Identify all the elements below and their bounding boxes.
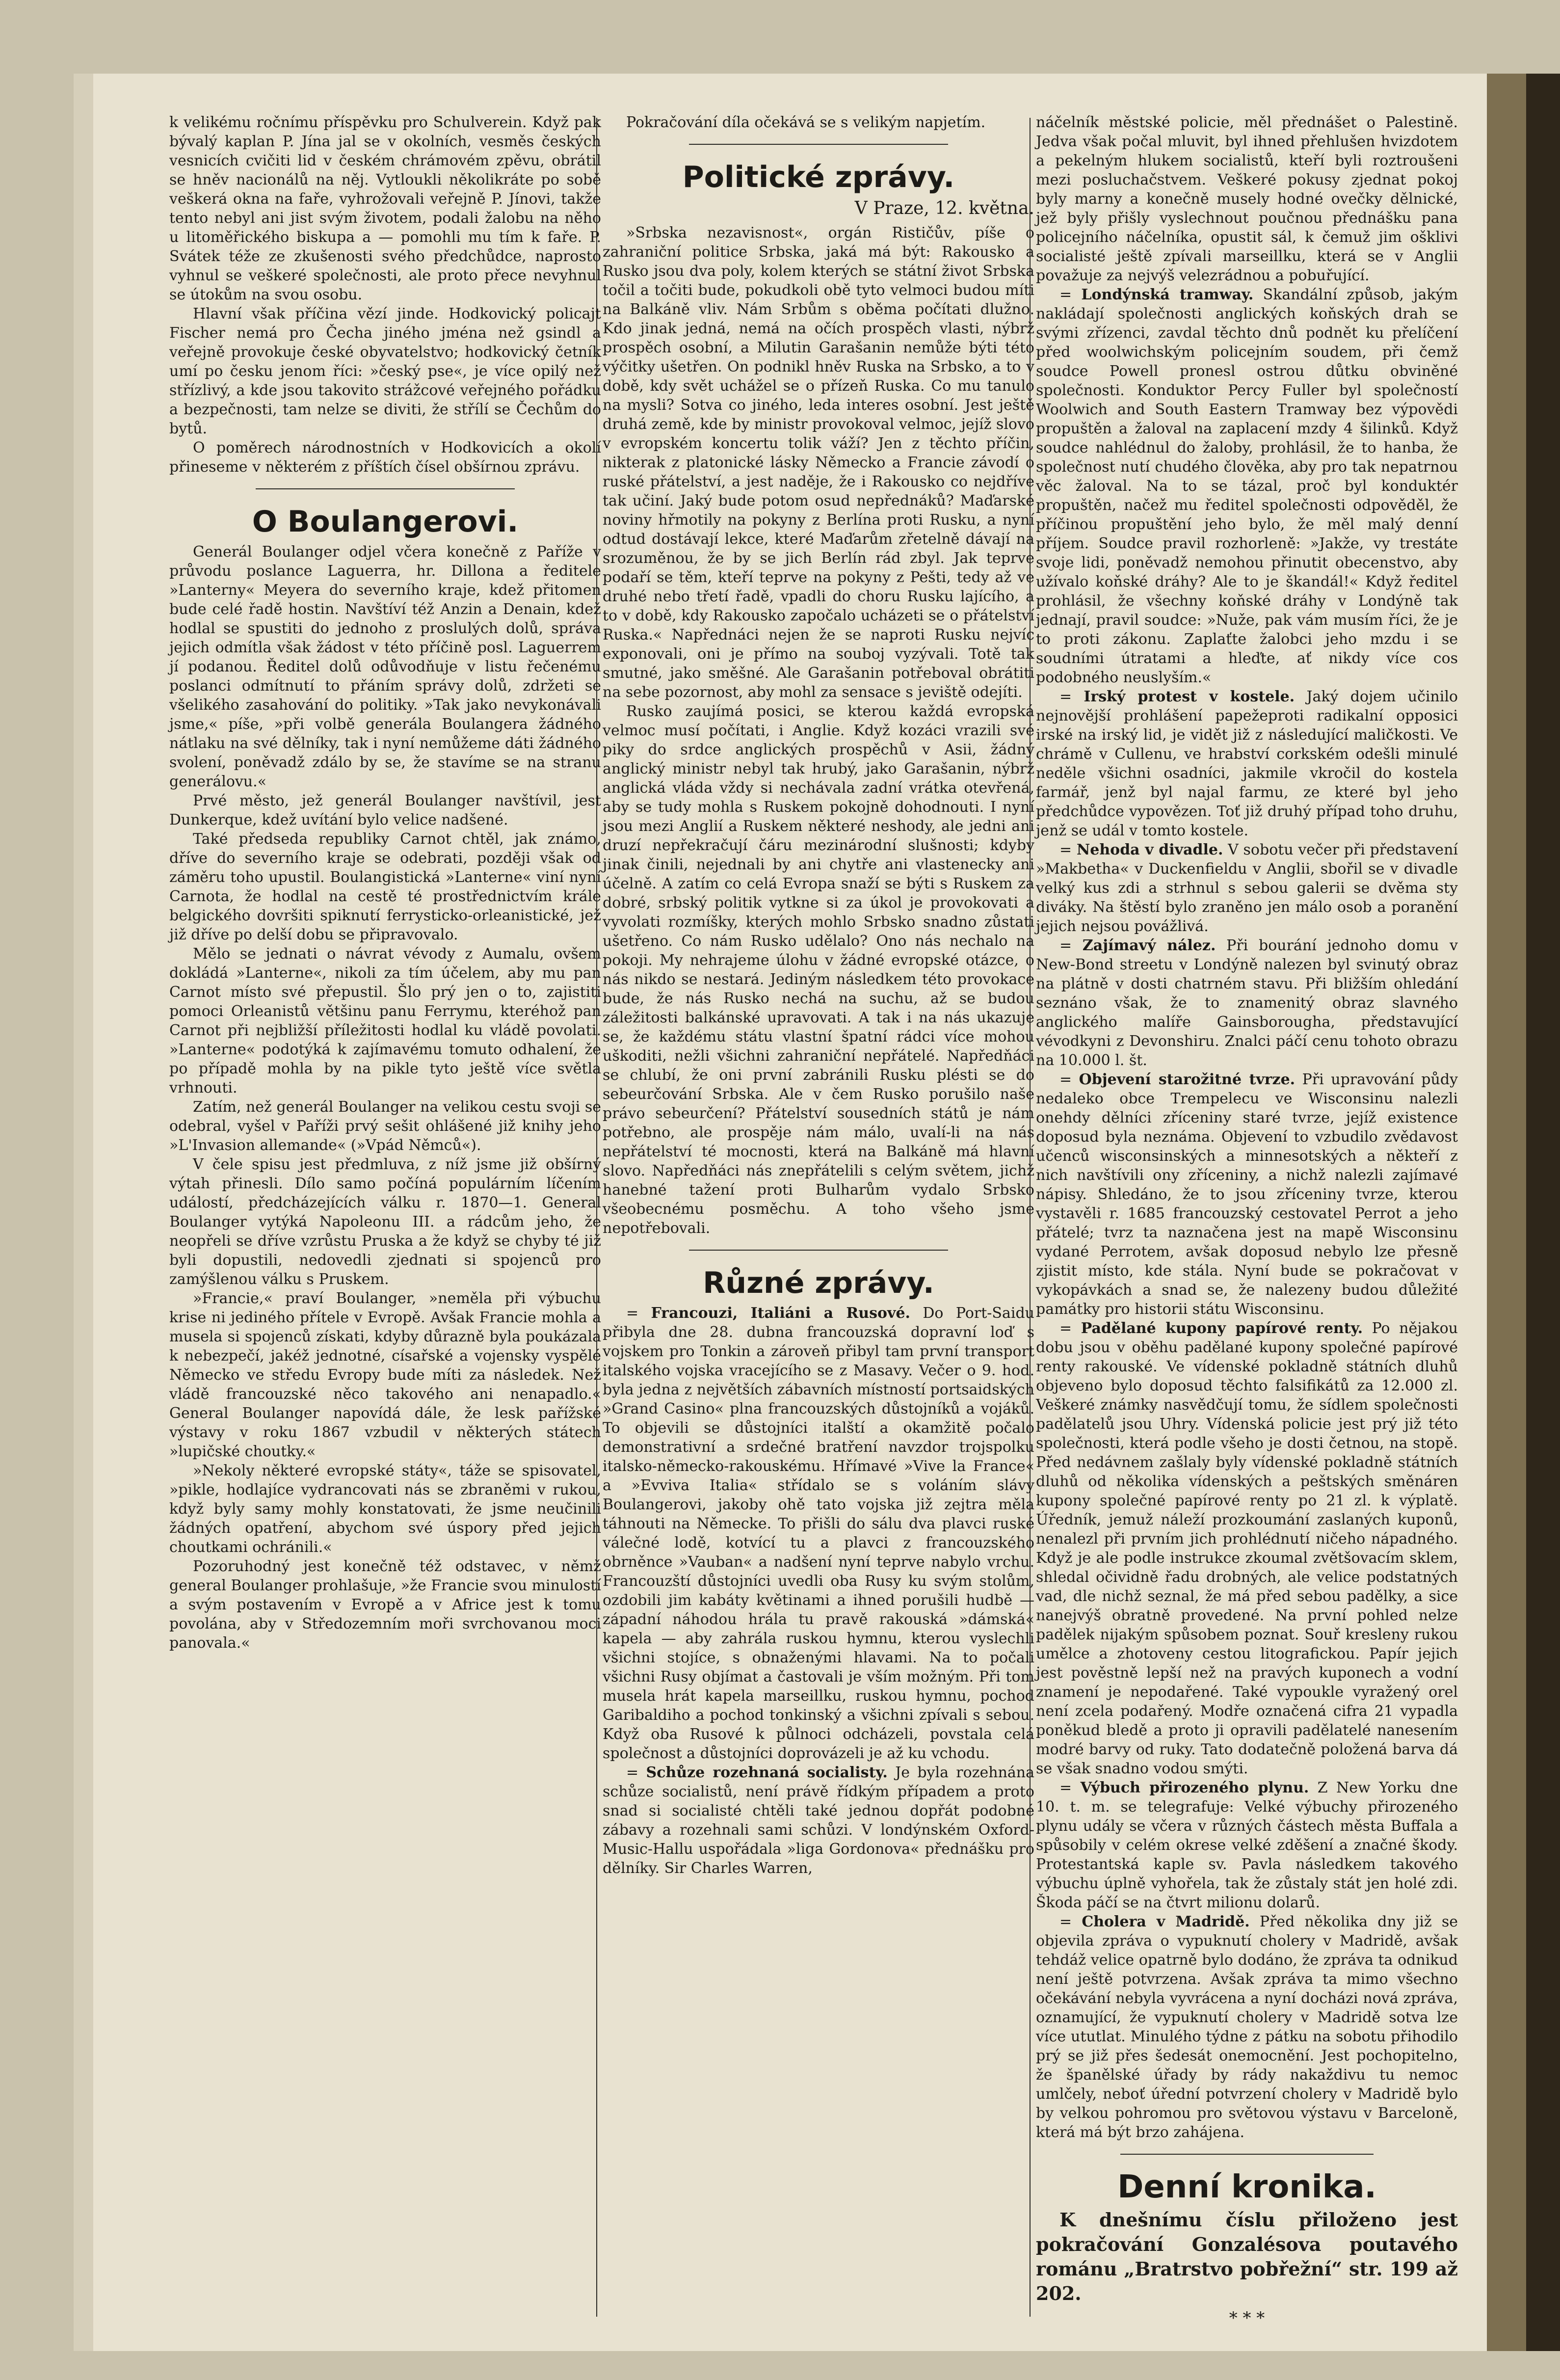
section-rule: [1120, 2154, 1374, 2155]
politics-p1: »Srbska nezavisnost«, orgán Rističův, píše o zahraniční politice Srbska, jaká má být: Rakousko a Rusko jsou dva poly, kolem kterých se státní život Srbska točil a točiti bude, pokudkoli obě tyto velmoci budou míti na Balkáně vliv. Nám Srbům s oběma počítati dlužno. Kdo jinak jedná, nemá na očích prospěch vlasti, nýbrž prospěch osobní, a Milutin Garašanin nemůže býti této výčitky ušetřen. On podnikl hněv Ruska na Srbsko, a to v době, kdy svět uchážel se o přízeň Ruska. Co mu tanulo na mysli? Sotva co jiného, leda interes osobní. Jest ještě druhá země, kde by ministr provokoval velmoc, jejíž slovo v evropském koncertu tolik váží? Jen z těchto příčin, nikterak z platonické lásky Německo a Francie závodí o ruské přátelství, a jest naděje, že i Rakousko co nejdříve tak učiní. Jaký bude potom osud nepřednáků? Maďarské noviny hřmotily na pokyny z Berlína proti Rusku, a nyní odtud dostávají lekce, které Maďarům zřetelně dávají na srozuměnou, že by se jich Berlín rád zbyl. Jak teprve podaří se těm, kteří teprve na pokyny z Pešti, tedy až ve druhé nebo třetí řadě, vpadli do choru Rusku lajícího, a to v době, kdy Rakousko započalo ucházeti se o přátelství Ruska.« Napřednáci nejen že se naproti Rusku nejvíc exponovali, oni je přímo na souboj vyzývali. Totě tak smutné, jako směšné. Ale Garašanin potřeboval obrátiti na sebe pozornost, aby mohl za sensace s jeviště odejíti.: [603, 224, 1034, 701]
news-title: Irský protest v kostele.: [1084, 688, 1295, 705]
supplement-notice: [1036, 2208, 1458, 2306]
news-title: Londýnská tramway.: [1081, 286, 1254, 303]
news-item: = Francouzi, Italiáni a Rusové. Do Port-Saidu přibyla dne 28. dubna francouzská dopravní loď s vojskem pro Tonkin a zároveň přibyl tam první transport italského vojska vracejícího se z Masavy. Večer o 9. hod. byla jedna z největších zábavních místností portsaidských »Grand Casino« plna francouzských důstojníků a vojáků. To objevili se důstojníci italští a okamžitě počalo demonstrativní a srdečné bratření navzdor trojspolku italsko-německo-rakouskému. Hřímavé »Vive la France« a »Evviva Italia« střídalo se s voláním slávy Boulangerovi, jakoby ohě tato vojska již zejtra měla táhnouti na Německe. To přišli do sálu dva plavci ruské válečné lodě, kotvící tu a plavci z francouzského obrněnce »Vauban« a nadšení nyní teprve nabylo vrchu. Francouzští důstojníci uvedli oba Rusy ku svým stolům, ozdobili jim kabáty květinami a ihned porušili hudbě — západní náhodou hrála tu pravě rakouská »dámská« kapela — aby zahrála ruskou hymnu, kterou vyslechli všichni stojíce, s obnaženými hlavami. Na to počali všichni Rusy objímat a častovali je vším možným. Při tom musela hrát kapela marseillku, ruskou hymnu, pochod Garibaldiho a pochod tonkinský a všichni zpívali s sebou. Když oba Rusové k půlnoci odcházeli, povstala celá společnost a důstojníci doprovázeli je až ku vchodu.: [603, 1305, 1034, 1762]
col3-intro: náčelník městské policie, měl přednášet o Palestině. Jedva však počal mluvit, byl ihned přehlušen hvizdotem a pekelným hlukem socialistů, kteří byli roztroušeni mezi posluchačstvem. Veškeré pokusy zjednat pokoj byly marny a konečně musely hodné ovečky dělnické, jež byly přišly vyslechnout poučnou přednášku pana policejního náčelníka, opustit sál, k čemuž jim ošklivi socialisté ještě zpívali marseillku, která se v Anglii považuje za nejvýš velezrádnou a pobuřující.: [1036, 114, 1458, 284]
asterism: * * *: [1229, 2308, 1265, 2328]
news-title: Objevení starožitné tvrze.: [1079, 1071, 1296, 1088]
news-title: Nehoda v divadle.: [1076, 841, 1223, 858]
politics-p2: Rusko zaujímá posici, se kterou každá evropská velmoc musí počítati, i Anglie. Když kozáci vrazili své piky do srdce anglických prospěchů v Asii, žádný anglický ministr nebyl tak hrubý, jako Garašanin, nýbrž anglická vláda vždy si nechávala zadní vrátka otevřená, aby se tudy mohla s Ruskem pokojně dohodnouti. I nyní jsou mezi Anglií a Ruskem některé neshody, ale jedni ani druzí nepřekračují čáru mezinárodní slušnosti; kdyby jinak činili, nejednali by ani chytře ani vlastenecky ani účelně. A zatím co celá Evropa snaží se býti s Ruskem za dobré, srbský politik vytkne si za úkol je provokovati a vyvolati rozmíšky, kterých mohlo Srbsko snadno zůstati ušetřeno. Co nám Rusko udělalo? Ono nás nechalo na pokoji. My nehrajeme úlohu v žádné evropské otázce, o nás nikdo se nestará. Jediným následkem této provokace bude, že nás Rusko nechá na suchu, až se budou záležitosti balkánské upravovati. A tak i na nás ukazuje se, že každému státu vlastní špatní rádci více mohou uškoditi, nežli všichni zahraniční nepřátelé. Napředňáci se chlubí, že oni první zabránili Rusku plésti se do sebeurčování Srbska. Ale v čem Rusko porušilo naše právo sebeurčení? Přátelství sousedních států je nám potřebno, ale prospěje nám málo, uvalí-li na nás nepřátelství té mocnosti, která na Balkáně má hlavní slovo. Napředňáci nás znepřátelili s celým světem, jichž hanebné tažení proti Bulharům vydalo Srbsko všeobecnému posměchu. A toho všeho jsme nepotřebovali.: [603, 703, 1034, 1237]
news-item: = Nehoda v divadle. V sobotu večer při představení »Makbetha« v Duckenfieldu v Anglii, sbořil se v divadle velký kus zdi a strhnul s sebou galerii se dvěma sty diváky. Na štěstí bylo zraněno jen málo osob a poranění jejich nejsou povážlivá.: [1036, 841, 1458, 935]
news-text: Jaký dojem učinilo nejnovější prohlášení papežeproti radikalní opposici irské na irský lid, je vidět již z následující maličkosti. Ve chrámě v Cullenu, ve hrabství corkském odešli minulé neděle všichni osadníci, jakmile vkročil do kostela farmář, jenž byl najal farmu, ze které byl jeho předchůdce vypovězen. Toť již druhý případ toho druhu, jenž se udál v tomto kostele.: [1036, 688, 1458, 839]
news-item: = Londýnská tramway. Skandální způsob, jakým nakládají společnosti anglických koňských drah se svými zřízenci, zavdal těchto dnů podnět ku přelíčení před woolwichským policejním soudem, při čemž soudce Powell pronesl ostrou důtku obviněné společnosti. Konduktor Percy Fuller byl společností Woolwich and South Eastern Tramway bez výpovědi propuštěn a žaloval na zaplacení mzdy 4 šilinků. Když soudce nahlédnul do žaloby, prohlásil, že to hanba, že společnost nutí chudého člověka, aby pro tak nepatrnou věc žaloval. Na to se tázal, proč byl konduktér propuštěn, načež mu ředitel společnosti odpověděl, že příčinou propuštění jeho bylo, že měl malý denní příjem. Soudce pravil rozhorleně: »Jakže, vy trestáte svoje lidi, poněvadž nemohou přinutit obecenstvo, aby užívalo koňské dráhy? Ale to je škandál!« Když ředitel prohlásil, že všechny koňské dráhy v Londýně tak jednají, pravil soudce: »Nuže, pak vám musím říci, že je to proti zákonu. Zaplaťte žalobci jeho mzdu i se soudními útratami a hleďte, ať nikdy více cos podobného neuslyším.«: [1036, 286, 1458, 686]
boulanger-p2: Prvé město, jež generál Boulanger navštívil, jest Dunkerque, kdež uvítání bylo velice nadšené.: [169, 792, 601, 829]
heading-denni-kronika: Denní kronika.: [1117, 2169, 1376, 2205]
page-edge-left: [74, 74, 93, 2351]
news-item: = Zajímavý nález. Při bourání jednoho domu v New-Bond streetu v Londýně nalezen byl svinutý obraz na plátně v dosti chatrném stavu. Při bližším ohledání seznáno však, že to znamenitý obraz slavného anglického malíře Gainsborougha, představující vévodkyni z Devonshiru. Znalci páčí cenu tohoto obrazu na 10.000 l. št.: [1036, 937, 1458, 1069]
news-text: Do Port-Saidu přibyla dne 28. dubna francouzská dopravní loď s vojskem pro Tonkin a zároveň přibyl tam první transport italského vojska vracejícího se z Masavy. Večer o 9. hod. byla jedna z největších zábavních místností portsaidských »Grand Casino« plna francouzských důstojníků a vojáků. To objevili se důstojníci italští a okamžitě počalo demonstrativní a srdečné bratření navzdor trojspolku italsko-německo-rakouskému. Hřímavé »Vive la France« a »Evviva Italia« střídalo se s voláním slávy Boulangerovi, jakoby ohě tato vojska již zejtra měla táhnouti na Německe. To přišli do sálu dva plavci ruské válečné lodě, kotvící tu a plavci z francouzského obrněnce »Vauban« a nadšení nyní teprve nabylo vrchu. Francouzští důstojníci uvedli oba Rusy ku svým stolům, ozdobili jim kabáty květinami a ihned porušili hudbě — západní náhodou hrála tu pravě rakouská »dámská« kapela — aby zahrála ruskou hymnu, kterou vyslechli všichni stojíce, s obnaženými hlavami. Na to počali všichni Rusy objímat a častovali je vším možným. Při tom musela hrát kapela marseillku, ruskou hymnu, pochod Garibaldiho a pochod tonkinský a všichni zpívali s sebou. Když oba Rusové k půlnoci odcházeli, povstala celá společnost a důstojníci doprovázeli je až ku vchodu.: [603, 1305, 1034, 1762]
news-text: Po nějakou dobu jsou v oběhu padělané kupony společné papírové renty rakouské. Ve vídenské pokladně státních dluhů objeveno bylo doposud těchto falsifikátů za 12.000 zl. Veškeré známky nasvědčují tomu, že sídlem společnosti padělatelů jsou Uhry. Vídenská policie jest prý již této společnosti, která podle všeho je dosti četnou, na stopě. Před nedávnem zašlaly byly vídenské pokladně státních dluhů od několika vídenských a peštských směnáren kupony společné papírové renty po 21 zl. k výplatě. Úředník, jemuž náleží prozkoumání zaslaných kuponů, nenalezl při prvním jich prohlédnutí ničeho nápadného. Když je ale podle instrukce zkoumal zvětšovacím sklem, shledal očividně řadu drobných, ale velice podstatných vad, dle nichž seznal, že má před sebou padělky, a sice nanejvýš obratně provedené. Na první pohled nelze padělek nijakým spůsobem poznat. Souř kresleny rukou umělce a zhotoveny cestou litografickou. Papír jejich jest pověstně lepší než na pravých kuponech a vodní znamení je nepodařené. Také vypoukle vyražený orel není zcela podařený. Modře označená cifra 21 vypadla poněkud bledě a proto ji opravili padělatelé nanesením modré barvy od ruky. Tato dodatečně položená barva dá se však snadno vodou smýti.: [1036, 1320, 1458, 1777]
heading-ruzne-zpravy: Různé zprávy.: [703, 1266, 934, 1300]
section-rule: [689, 144, 948, 145]
column-3: [1036, 113, 1458, 2328]
news-title: Zajímavý nález.: [1082, 937, 1216, 954]
news-text: Při upravování půdy nedaleko obce Trempelecu ve Wisconsinu nalezli onehdy dělníci zříceniny staré tvrze, jejíž existence doposud byla neznáma. Objevení to vzbudilo zvědavost učenců wisconsinských a minnesotských a někteří z nich navštívili ony zříceniny, a nichž nalezli zajímavé nápisy. Shledáno, že to jsou zříceniny tvrze, kterou vystavěli r. 1685 francouzský cestovatel Perrot a jeho přátelé; tvrz ta naznačena jest na mapě Wisconsinu vydané Perrotem, avšak doposud nebylo lze přesně zjistit místo, kde stála. Nyní bude se pokračovat v vykopávkách a snad se, že nalezeny budou důležité památky pro historii státu Wisconsinu.: [1036, 1071, 1458, 1318]
binding-strip: [1526, 74, 1560, 2351]
notice-text: K dnešnímu číslu přiloženo jest pokračování Gonzalésova poutavého románu „Bratrstvo pobřežní“ str. 199 až 202.: [1036, 2209, 1458, 2304]
news-title: Francouzi, Italiáni a Rusové.: [651, 1305, 910, 1322]
boulanger-p6: V čele spisu jest předmluva, z níž jsme již obšírný výtah přinesli. Dílo samo počíná populárním líčením událostí, předcházejících válku r. 1870—1. General Boulanger vytýká Napoleonu III. a rádcům jeho, že neopřeli se dříve vzrůstu Pruska a že když se chyby té již byli dopustili, nedovedli zjednati si spojenců pro zamýšlenou válku s Pruskem.: [169, 1156, 601, 1288]
col2-intro: Pokračování díla očekává se s velikým napjetím.: [626, 114, 986, 131]
news-title: Výbuch přirozeného plynu.: [1080, 1779, 1309, 1796]
news-text: Při bourání jednoho domu v New-Bond streetu v Londýně nalezen byl svinutý obraz na plátně v dosti chatrném stavu. Při bližším ohledání seznáno však, že to znamenitý obraz slavného anglického malíře Gainsborougha, představující vévodkyni z Devonshiru. Znalci páčí cenu tohoto obrazu na 10.000 l. št.: [1036, 937, 1458, 1069]
boulanger-p1: Generál Boulanger odjel včera konečně z Paříže v průvodu poslance Laguerra, hr. Dillona a ředitele »Lanterny« Meyera do severního kraje, kdež přitomen bude celé řadě hostin. Navštíví též Anzin a Denain, kdež hodlal se spustiti do jednoho z proslulých dolů, správa jejich odmítla však žádost v této příčině posl. Laguerrem jí podanou. Ředitel dolů odůvodňuje v listu řečenému poslanci odmítnutí to přáním správy dolů, zdržeti se všelikého zasahování do politiky. »Tak jako nevykonávali jsme,« píše, »při volbě generála Boulangera žádného nátlaku na své dělníky, tak i nyní nemůžeme dáti žádného svolení, poněvadž zdálo by se, že stavíme se na stranu generálovu.«: [169, 543, 601, 790]
section-rule: [689, 1250, 948, 1251]
boulanger-p4: Mělo se jednati o návrat vévody z Aumalu, ovšem dokládá »Lanterne«, nikoli za tím účelem, aby mu pan Carnot místo své přepustil. Šlo prý jen o to, zajistiti pomoci Orleanistů většinu panu Ferrymu, kteréhož pan Carnot při nejbližší příležitosti hodlal ku vládě povolati. »Lanterne« podotýká k zajímavému tomuto odhalení, že po případě mohla by na pikle tyto ještě více světla vrhnouti.: [169, 945, 601, 1096]
column-1: [169, 113, 601, 1653]
column-2: [603, 113, 1034, 1878]
dateline: V Praze, 12. května.: [854, 198, 1034, 218]
news-text: Je byla rozehnána schůze socialistů, není právě řídkým případem a proto snad si socialisté chtěli také jednou dopřát podobné zábavy a rozehnali sami schůzi. V londýnském Oxford-Music-Hallu uspořádala »liga Gordonova« přednášku pro dělníky. Sir Charles Warren,: [603, 1764, 1034, 1877]
news-item: = Objevení starožitné tvrze. Při upravování půdy nedaleko obce Trempelecu ve Wisconsinu nalezli onehdy dělníci zříceniny staré tvrze, jejíž existence doposud byla neznáma. Objevení to vzbudilo zvědavost učenců wisconsinských a minnesotských a někteří z nich navštívili ony zříceniny, a nichž nalezli zajímavé nápisy. Shledáno, že to jsou zříceniny tvrze, kterou vystavěli r. 1685 francouzský cestovatel Perrot a jeho přátelé; tvrz ta naznačena jest na mapě Wisconsinu vydané Perrotem, avšak doposud nebylo lze přesně zjistit místo, kde stála. Nyní bude se pokračovat v vykopávkách a snad se, že nalezeny budou důležité památky pro historii státu Wisconsinu.: [1036, 1071, 1458, 1318]
news-title: Cholera v Madridě.: [1082, 1913, 1250, 1930]
news-text: V sobotu večer při představení »Makbetha« v Duckenfieldu v Anglii, sbořil se v divadle velký kus zdi a strhnul s sebou galerii se dvěma sty diváky. Na štěstí bylo zraněno jen málo osob a poranění jejich nejsou povážlivá.: [1036, 841, 1458, 935]
news-item: = Schůze rozehnaná socialisty. Je byla rozehnána schůze socialistů, není právě řídkým případem a proto snad si socialisté chtěli také jednou dopřát podobné zábavy a rozehnali sami schůzi. V londýnském Oxford-Music-Hallu uspořádala »liga Gordonova« přednášku pro dělníky. Sir Charles Warren,: [603, 1764, 1034, 1877]
boulanger-p8: »Nekoly některé evropské státy«, táže se spisovatel, »pikle, hodlajíce vydrancovati nás se zbraněmi v rukou, když byly samy mohly konstatovati, že jsme neučinili žádných opatření, abychom své úspory před jejich choutkami ochránili.«: [169, 1462, 601, 1556]
section-rule: [256, 488, 515, 489]
news-item: = Cholera v Madridě. Před několika dny již se objevila zpráva o vypuknutí cholery v Madridě, avšak tehdáž velice opatrně bylo dodáno, že zpráva ta odnikud není ještě potvrzena. Avšak zpráva ta mimo všechno očekávání nebyla vyvrácena a nyní docházi nová zpráva, oznamující, že vypuknutí cholery v Madridě sotva lze více ututlat. Minulého týdne z pátku na sobotu přihodilo prý se již přes šedesát onemocnění. Jest pochopitelno, že španělské úřady by rády nakaždivu tu nemoc umlčely, neboť úřední potvrzení cholery v Madridě bylo by velkou pohromou pro světovou výstavu v Barceloně, která má být brzo zahájena.: [1036, 1913, 1458, 2141]
news-text: Z New Yorku dne 10. t. m. se telegrafuje: Velké výbuchy přirozeného plynu udály se včera v různých částech města Buffala a spůsobily v celém okrese velké zděšení a značné škody. Protestantská kaple sv. Pavla následkem takového výbuchu úplně vyhořela, tak že zůstaly stát jen holé zdi. Škoda páčí se na čtvrt milionu dolarů.: [1036, 1779, 1458, 1911]
news-title: Padělané kupony papírové renty.: [1081, 1320, 1363, 1337]
news-item: = Padělané kupony papírové renty. Po nějakou dobu jsou v oběhu padělané kupony společné papírové renty rakouské. Ve vídenské pokladně státních dluhů objeveno bylo doposud těchto falsifikátů za 12.000 zl. Veškeré známky nasvědčují tomu, že sídlem společnosti padělatelů jsou Uhry. Vídenská policie jest prý již této společnosti, která podle všeho je dosti četnou, na stopě. Před nedávnem zašlaly byly vídenské pokladně státních dluhů od několika vídenských a peštských směnáren kupony společné papírové renty po 21 zl. k výplatě. Úředník, jemuž náleží prozkoumání zaslaných kuponů, nenalezl při prvním jich prohlédnutí ničeho nápadného. Když je ale podle instrukce zkoumal zvětšovacím sklem, shledal očividně řadu drobných, ale velice podstatných vad, dle nichž seznal, že má před sebou padělky, a sice nanejvýš obratně provedené. Na první pohled nelze padělek nijakým spůsobem poznat. Souř kresleny rukou umělce a zhotoveny cestou litografickou. Papír jejich jest pověstně lepší než na pravých kuponech a vodní znamení je nepodařené. Také vypoukle vyražený orel není zcela podařený. Modře označená cifra 21 vypadla poněkud bledě a proto ji opravili padělatelé nanesením modré barvy od ruky. Tato dodatečně položená barva dá se však snadno vodou smýti.: [1036, 1320, 1458, 1777]
boulanger-p5: Zatím, než generál Boulanger na velikou cestu svoji se odebral, vyšel v Paříži prvý sešit ohlášené již knihy jeho »L'Invasion allemande« (»Vpád Němců«).: [169, 1098, 601, 1154]
col1-intro-p2: Hlavní však příčina vězí jinde. Hodkovický policajt Fischer nemá pro Čecha jiného jména než gsindl a veřejně provokuje české obyvatelstvo; hodkovický četník umí po česku jenom říci: »český pse«, je více opilý než střízlivý, a kde jsou takovito strážcové veřejného pořádku a bezpečnosti, tam nelze se diviti, že střílí se Čechům do bytů.: [169, 305, 601, 437]
boulanger-p7: »Francie,« praví Boulanger, »neměla při výbuchu krise ni jediného přítele v Evropě. Avšak Francie mohla a musela si spojenců získati, kdyby důrazně byla poukázala k nebezpečí, jakéž jednotné, císařské a vojensky vyspělé Německo ve středu Evropy bude míti za následek. Než vládě francouzské něco takového ani nenapadlo.« General Boulanger napovídá dále, že lesk pařížské výstavy v roku 1867 vzbudil v některých státech »lupičské choutky.«: [169, 1290, 601, 1460]
news-text: Před několika dny již se objevila zpráva o vypuknutí cholery v Madridě, avšak tehdáž velice opatrně bylo dodáno, že zpráva ta odnikud není ještě potvrzena. Avšak zpráva ta mimo všechno očekávání nebyla vyvrácena a nyní docházi nová zpráva, oznamující, že vypuknutí cholery v Madridě sotva lze více ututlat. Minulého týdne z pátku na sobotu přihodilo prý se již přes šedesát onemocnění. Jest pochopitelno, že španělské úřady by rády nakaždivu tu nemoc umlčely, neboť úřední potvrzení cholery v Madridě bylo by velkou pohromou pro světovou výstavu v Barceloně, která má být brzo zahájena.: [1036, 1913, 1458, 2141]
heading-boulanger: O Boulangerovi.: [252, 505, 519, 539]
col1-intro-p1: k velikému ročnímu příspěvku pro Schulverein. Když pak bývalý kaplan P. Jína jal se v okolních, vesměs českých vesnicích cvičiti lid v českém chrámovém zpěvu, obrátil se hněv nacionálů na něj. Vytloukli několikráte po sobě veškerá okna na faře, vyhrožovali veřejně P. Jínovi, takže tento nebyl ani jist svým životem, podali žalobu na něho u litoměřického biskupa a — pomohli mu tím k faře. P. Svátek téže ze zkušenosti svého předchůdce, naprosto vyhnul se veškeré společnosti, ale proto přece nevyhnul se útokům na svou osobu.: [169, 114, 601, 303]
news-item: = Irský protest v kostele. Jaký dojem učinilo nejnovější prohlášení papežeproti radikalní opposici irské na irský lid, je vidět již z následující maličkosti. Ve chrámě v Cullenu, ve hrabství corkském odešli minulé neděle všichni osadníci, jakmile vkročil do kostela farmář, jenž byl najal farmu, ze které byl jeho předchůdce vypovězen. Toť již druhý případ toho druhu, jenž se udál v tomto kostele.: [1036, 688, 1458, 839]
page-edge-right: [1487, 74, 1526, 2351]
col1-intro-p3: O poměrech národnostních v Hodkovicích a okolí přineseme v některém z příštích čísel obšírnou zprávu.: [169, 439, 601, 476]
boulanger-p3: Také předseda republiky Carnot chtěl, jak známo, dříve do severního kraje se odebrati, později však od záměru toho upustil. Boulangistická »Lanterne« viní nyní Carnota, že hodlal na cestě té prostřednictvím krále belgického dovršiti spiknutí ferrysticko-orleanistické, jež již dříve po delší dobu se připravovalo.: [169, 830, 601, 943]
news-item: = Výbuch přirozeného plynu. Z New Yorku dne 10. t. m. se telegrafuje: Velké výbuchy přirozeného plynu udály se včera v různých částech města Buffala a spůsobily v celém okrese velké zděšení a značné škody. Protestantská kaple sv. Pavla následkem takového výbuchu úplně vyhořela, tak že zůstaly stát jen holé zdi. Škoda páčí se na čtvrt milionu dolarů.: [1036, 1779, 1458, 1911]
news-title: Schůze rozehnaná socialisty.: [646, 1764, 888, 1781]
news-text: Skandální způsob, jakým nakládají společnosti anglických koňských drah se svými zřízenci, zavdal těchto dnů podnět ku přelíčení před woolwichským policejním soudem, při čemž soudce Powell pronesl ostrou důtku obviněné společnosti. Konduktor Percy Fuller byl společností Woolwich and South Eastern Tramway bez výpovědi propuštěn a žaloval na zaplacení mzdy 4 šilinků. Když soudce nahlédnul do žaloby, prohlásil, že to hanba, že společnost nutí chudého člověka, aby pro tak nepatrnou věc žaloval. Na to se tázal, proč byl konduktér propuštěn, načež mu ředitel společnosti odpověděl, že příčinou propuštění jeho bylo, že měl malý denní příjem. Soudce pravil rozhorleně: »Jakže, vy trestáte svoje lidi, poněvadž nemohou přinutit obecenstvo, aby užívalo koňské dráhy? Ale to je škandál!« Když ředitel prohlásil, že všechny koňské dráhy v Londýně tak jednají, pravil soudce: »Nuže, pak vám musím říci, že je to proti zákonu. Zaplaťte žalobci jeho mzdu i se soudními útratami a hleďte, ať nikdy více cos podobného neuslyším.«: [1036, 286, 1458, 686]
boulanger-p9: Pozoruhodný jest konečně též odstavec, v němž general Boulanger prohlašuje, »že Francie svou minulostí a svým postavením v Evropě a v Africe jest k tomu povolána, aby v Středozemním moři svrchovanou moci panovala.«: [169, 1558, 601, 1652]
heading-politicke-zpravy: Politické zprávy.: [682, 160, 955, 194]
